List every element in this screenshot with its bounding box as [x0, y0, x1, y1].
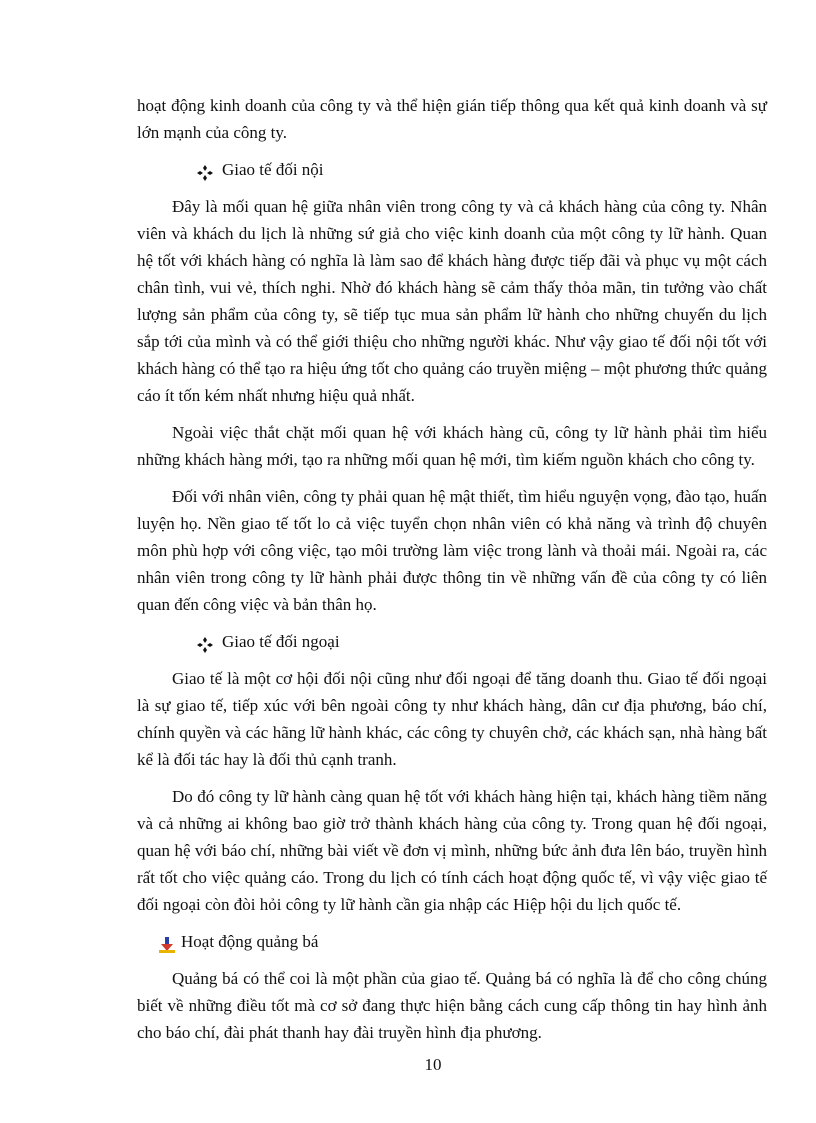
paragraph: Ngoài việc thắt chặt mối quan hệ với khách hàng cũ, công ty lữ hành phải tìm hiểu những khách hàng mới, tạo ra những mối quan hệ mới, tìm kiếm nguồn khách cho công ty. — [137, 423, 767, 469]
subheading-label: Giao tế đối nội — [222, 160, 324, 179]
subheading-external-relations — [137, 628, 767, 655]
subheading-internal-relations — [137, 156, 767, 183]
subheading-label: Giao tế đối ngoại — [222, 632, 340, 651]
paragraph: Quảng bá có thể coi là một phần của giao tế. Quảng bá có nghĩa là để cho công chúng biết về những điều tốt mà cơ sở đang thực hiện bằng cách cung cấp thông tin hay hình ảnh cho báo chí, đài phát thanh hay đài truyền hình địa phương. — [137, 969, 767, 1042]
four-diamond-bullet-icon — [197, 162, 213, 178]
page-content — [137, 92, 767, 1056]
page-number: 10 — [424, 1055, 442, 1074]
subheading-label: Hoạt động quảng bá — [181, 932, 319, 951]
paragraph: Do đó công ty lữ hành càng quan hệ tốt với khách hàng hiện tại, khách hàng tiềm năng và cả những ai không bao giờ trở thành khách hàng của công ty. Trong quan hệ đối ngoại, quan hệ với báo chí, những bài viết về đơn vị mình, những bức ảnh đưa lên báo, truyền hình rất tốt cho việc quảng cáo. Trong du lịch có tính cách hoạt động quốc tế, vì vậy việc giao tế đối ngoại còn đòi hỏi công ty lữ hành cần gia nhập các Hiệp hội du lịch quốc tế. — [137, 787, 767, 914]
subheading-promotion — [137, 928, 767, 955]
paragraph: Đối với nhân viên, công ty phải quan hệ mật thiết, tìm hiểu nguyện vọng, đào tạo, huấn luyện họ. Nền giao tế tốt lo cả việc tuyển chọn nhân viên có khả năng và trình độ chuyên môn phù hợp với công việc, tạo môi trường làm việc trong lành và thoải mái. Ngoài ra, các nhân viên trong công ty lữ hành phải được thông tin về những vấn đề của công ty có liên quan đến công việc và bản thân họ. — [137, 487, 767, 614]
paragraph: hoạt động kinh doanh của công ty và thể hiện gián tiếp thông qua kết quả kinh doanh và sự lớn mạnh của công ty. — [137, 96, 767, 142]
paragraph: Giao tế là một cơ hội đối nội cũng như đối ngoại để tăng doanh thu. Giao tế đối ngoại là sự giao tế, tiếp xúc với bên ngoài công ty như khách hàng, dân cư địa phương, báo chí, chính quyền và các hãng lữ hành khác, các công ty chuyên chở, các khách sạn, nhà hàng bất kể là đối tác hay là đối thủ cạnh tranh. — [137, 669, 767, 769]
paragraph: Đây là mối quan hệ giữa nhân viên trong công ty và cả khách hàng của công ty. Nhân viên và khách du lịch là những sứ giả cho việc kinh doanh của một công ty lữ hành. Quan hệ tốt với khách hàng có nghĩa là làm sao để khách hàng được tiếp đãi và phục vụ một cách chân tình, vui vẻ, thích nghi. Nhờ đó khách hàng sẽ cảm thấy thỏa mãn, tin tưởng vào chất lượng sản phẩm của công ty, sẽ tiếp tục mua sản phẩm lữ hành cho những chuyến du lịch sắp tới của mình và có thể giới thiệu cho những người khác. Như vậy giao tế đối nội tốt với khách hàng có thể tạo ra hiệu ứng tốt cho quảng cáo truyền miệng – một phương thức quảng cáo ít tốn kém nhất nhưng hiệu quả nhất. — [137, 197, 767, 405]
four-diamond-bullet-icon — [197, 634, 213, 650]
colored-arrow-bullet-icon — [159, 934, 175, 950]
